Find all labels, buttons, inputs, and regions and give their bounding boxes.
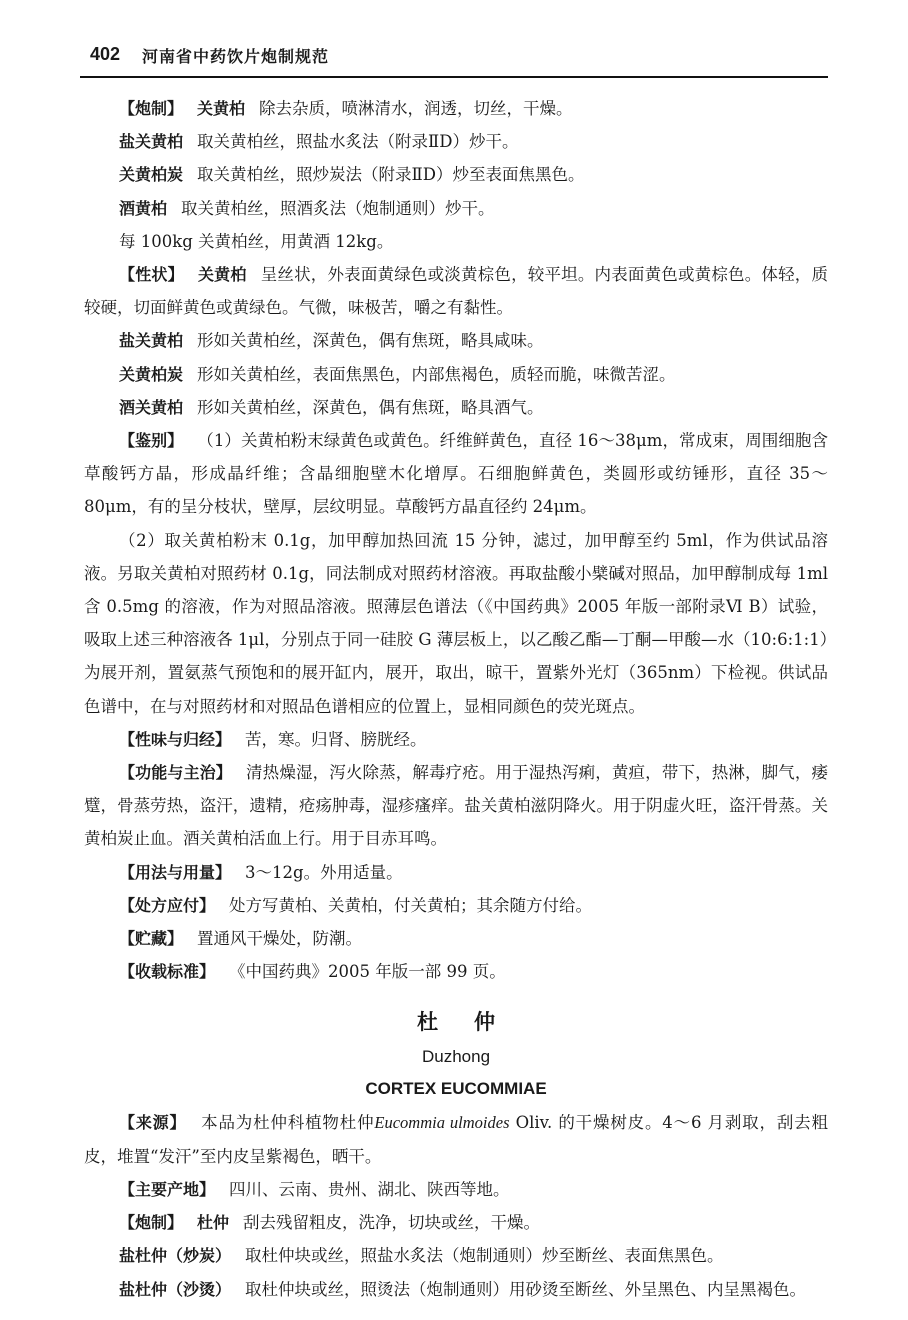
section-tag: 【炮制】 <box>119 1213 184 1233</box>
item-text: 除去杂质，喷淋清水，润透，切丝，干燥。 <box>259 99 573 118</box>
item-name: 关黄柏 <box>197 99 246 118</box>
item-text: 取杜仲块或丝，照盐水炙法（炮制通则）炒至断丝、表面焦黑色。 <box>245 1246 724 1266</box>
paragraph-gongneng <box>84 756 828 856</box>
paragraph-jiu <box>84 192 828 225</box>
section-tag: 【性味与归经】 <box>119 729 232 749</box>
item-text: 清热燥湿，泻火除蒸，解毒疗疮。用于湿热泻痢，黄疸，带下，热淋，脚气，痿躄，骨蒸劳热，盗汗，遗精，疮疡肿毒，湿疹瘙痒。盐关黄柏滋阴降火。用于阴虚火旺，盗汗骨蒸。关黄柏炭止血。酒关黄柏活血上行。用于目赤耳鸣。 <box>84 763 828 849</box>
paragraph-xingzhuang <box>84 258 828 324</box>
paragraph-yan <box>84 125 828 158</box>
item-text: 形如关黄柏丝，深黄色，偶有焦斑，略具咸味。 <box>197 331 544 351</box>
section-tag: 【处方应付】 <box>119 895 216 915</box>
section-tag: 【性状】 <box>119 265 184 285</box>
item-text: 苦，寒。归肾、膀胱经。 <box>245 729 427 749</box>
page-number: 402 <box>90 44 121 64</box>
paragraph-jianbie-2: （2）取关黄柏粉末 0.1g，加甲醇加热回流 15 分钟，滤过，加甲醇至约 5ml，作为供试品溶液。另取关黄柏对照药材 0.1g，同法制成对照药材溶液。再取盐酸小檗碱对照品，加甲醇制成每 1ml 含 0.5mg 的溶液，作为对照品溶液。照薄层色谱法（《中国药典》2005 年版一部附录Ⅵ B）试验，吸取上述三种溶液各 1μl，分别点于同一硅胶 G 薄层板上，以乙酸乙酯—丁酮—甲酸—水（10:6:1:1）为展开剂，置氨蒸气预饱和的展开缸内，展开，取出，晾干，置紫外光灯（365nm）下检视。供试品色谱中，在与对照药材和对照品色谱相应的位置上，显相同颜色的荧光斑点。 <box>84 530 828 716</box>
item-text: 刮去残留粗皮，洗净，切块或丝，干燥。 <box>243 1213 541 1233</box>
item-name: 盐杜仲（炒炭） <box>119 1246 232 1266</box>
paragraph-jianbie-1 <box>84 424 828 524</box>
paragraph-chandi <box>84 1173 828 1206</box>
page-body <box>84 92 828 1306</box>
paragraph-dz-yan-chao <box>84 1239 828 1272</box>
paragraph-xz-jiu <box>84 391 828 424</box>
paragraph-jiu-note: 每 100kg 关黄柏丝，用黄酒 12kg。 <box>119 231 394 251</box>
section-tag: 【功能与主治】 <box>119 763 232 783</box>
item-text: 呈丝状，外表面黄绿色或淡黄棕色，较平坦。内表面黄色或黄棕色。体轻，质较硬，切面鲜黄色或黄绿色。气微，味极苦，嚼之有黏性。 <box>84 265 828 318</box>
paragraph-tan <box>84 158 828 191</box>
item-name: 盐杜仲（沙烫） <box>119 1279 232 1299</box>
monograph-title: 杜仲 <box>417 1010 531 1035</box>
item-text: （1）关黄柏粉末绿黄色或黄色。纤维鲜黄色，直径 16～38μm，常成束，周围细胞含草酸钙方晶，形成晶纤维；含晶细胞壁木化增厚。石细胞鲜黄色，类圆形或纺锤形，直径 35～80μm，有的呈分枝状，壁厚，层纹明显。草酸钙方晶直径约 24μm。 <box>84 431 828 517</box>
paragraph-dz-paozhi <box>84 1206 828 1239</box>
item-name: 盐关黄柏 <box>119 331 184 351</box>
item-text: 3～12g。外用适量。 <box>245 862 403 882</box>
paragraph-xingwei <box>84 723 828 756</box>
paragraph-laiyuan <box>84 1106 828 1172</box>
paragraph-paozhi <box>84 92 828 125</box>
item-text: 取杜仲块或丝，照烫法（炮制通则）用砂烫至断丝、外呈黑色、内呈黑褐色。 <box>245 1279 807 1299</box>
section-tag: 【炮制】 <box>119 99 184 118</box>
paragraph-shouzai <box>84 955 828 988</box>
item-name: 关黄柏炭 <box>119 364 184 384</box>
section-tag: 【用法与用量】 <box>119 862 232 882</box>
item-text: 置通风干燥处，防潮。 <box>197 929 363 949</box>
item-name: 盐关黄柏 <box>119 132 184 152</box>
paragraph-chufang <box>84 889 828 922</box>
section-tag: 【来源】 <box>119 1113 187 1133</box>
paragraph-dz-yan-sha <box>84 1273 828 1306</box>
paragraph-xz-tan <box>84 358 828 391</box>
page-header <box>80 36 828 78</box>
section-tag: 【主要产地】 <box>119 1179 216 1199</box>
latin-species-name: Eucommia ulmoides <box>374 1113 510 1133</box>
item-text: 本品为杜仲科植物杜仲 <box>200 1113 375 1133</box>
item-text: 取关黄柏丝，照酒炙法（炮制通则）炒干。 <box>181 198 495 218</box>
section-tag: 【鉴别】 <box>119 431 184 451</box>
paragraph-zhucang <box>84 922 828 955</box>
book-title: 河南省中药饮片炮制规范 <box>142 47 330 66</box>
paragraph-xz-yan <box>84 324 828 357</box>
item-name: 酒黄柏 <box>119 198 168 218</box>
monograph-latin-name: CORTEX EUCOMMIAE <box>365 1079 547 1099</box>
section-tag: 【收载标准】 <box>119 962 216 982</box>
item-text: 形如关黄柏丝，深黄色，偶有焦斑，略具酒气。 <box>197 397 544 417</box>
item-name: 酒关黄柏 <box>119 397 184 417</box>
item-text: 形如关黄柏丝，表面焦黑色，内部焦褐色，质轻而脆，味微苦涩。 <box>197 364 676 384</box>
item-text: 处方写黄柏、关黄柏，付关黄柏；其余随方付给。 <box>229 895 593 915</box>
monograph-pinyin: Duzhong <box>421 1047 491 1067</box>
item-name: 关黄柏 <box>197 265 247 285</box>
item-text: Oliv. 的干燥树皮。4～6 月剥取，刮去粗皮，堆置“发汗”至内皮呈紫褐色，晒干。 <box>84 1113 828 1166</box>
section-tag: 【贮藏】 <box>119 929 184 949</box>
paragraph-yongfa <box>84 856 828 889</box>
item-text: 取关黄柏丝，照盐水炙法（附录ⅡD）炒干。 <box>197 132 519 152</box>
item-text: 取关黄柏丝，照炒炭法（附录ⅡD）炒至表面焦黑色。 <box>197 165 585 185</box>
item-name: 杜仲 <box>197 1213 230 1233</box>
item-text: 四川、云南、贵州、湖北、陕西等地。 <box>229 1179 510 1199</box>
item-name: 关黄柏炭 <box>119 165 184 185</box>
item-text: 《中国药典》2005 年版一部 99 页。 <box>229 962 506 982</box>
